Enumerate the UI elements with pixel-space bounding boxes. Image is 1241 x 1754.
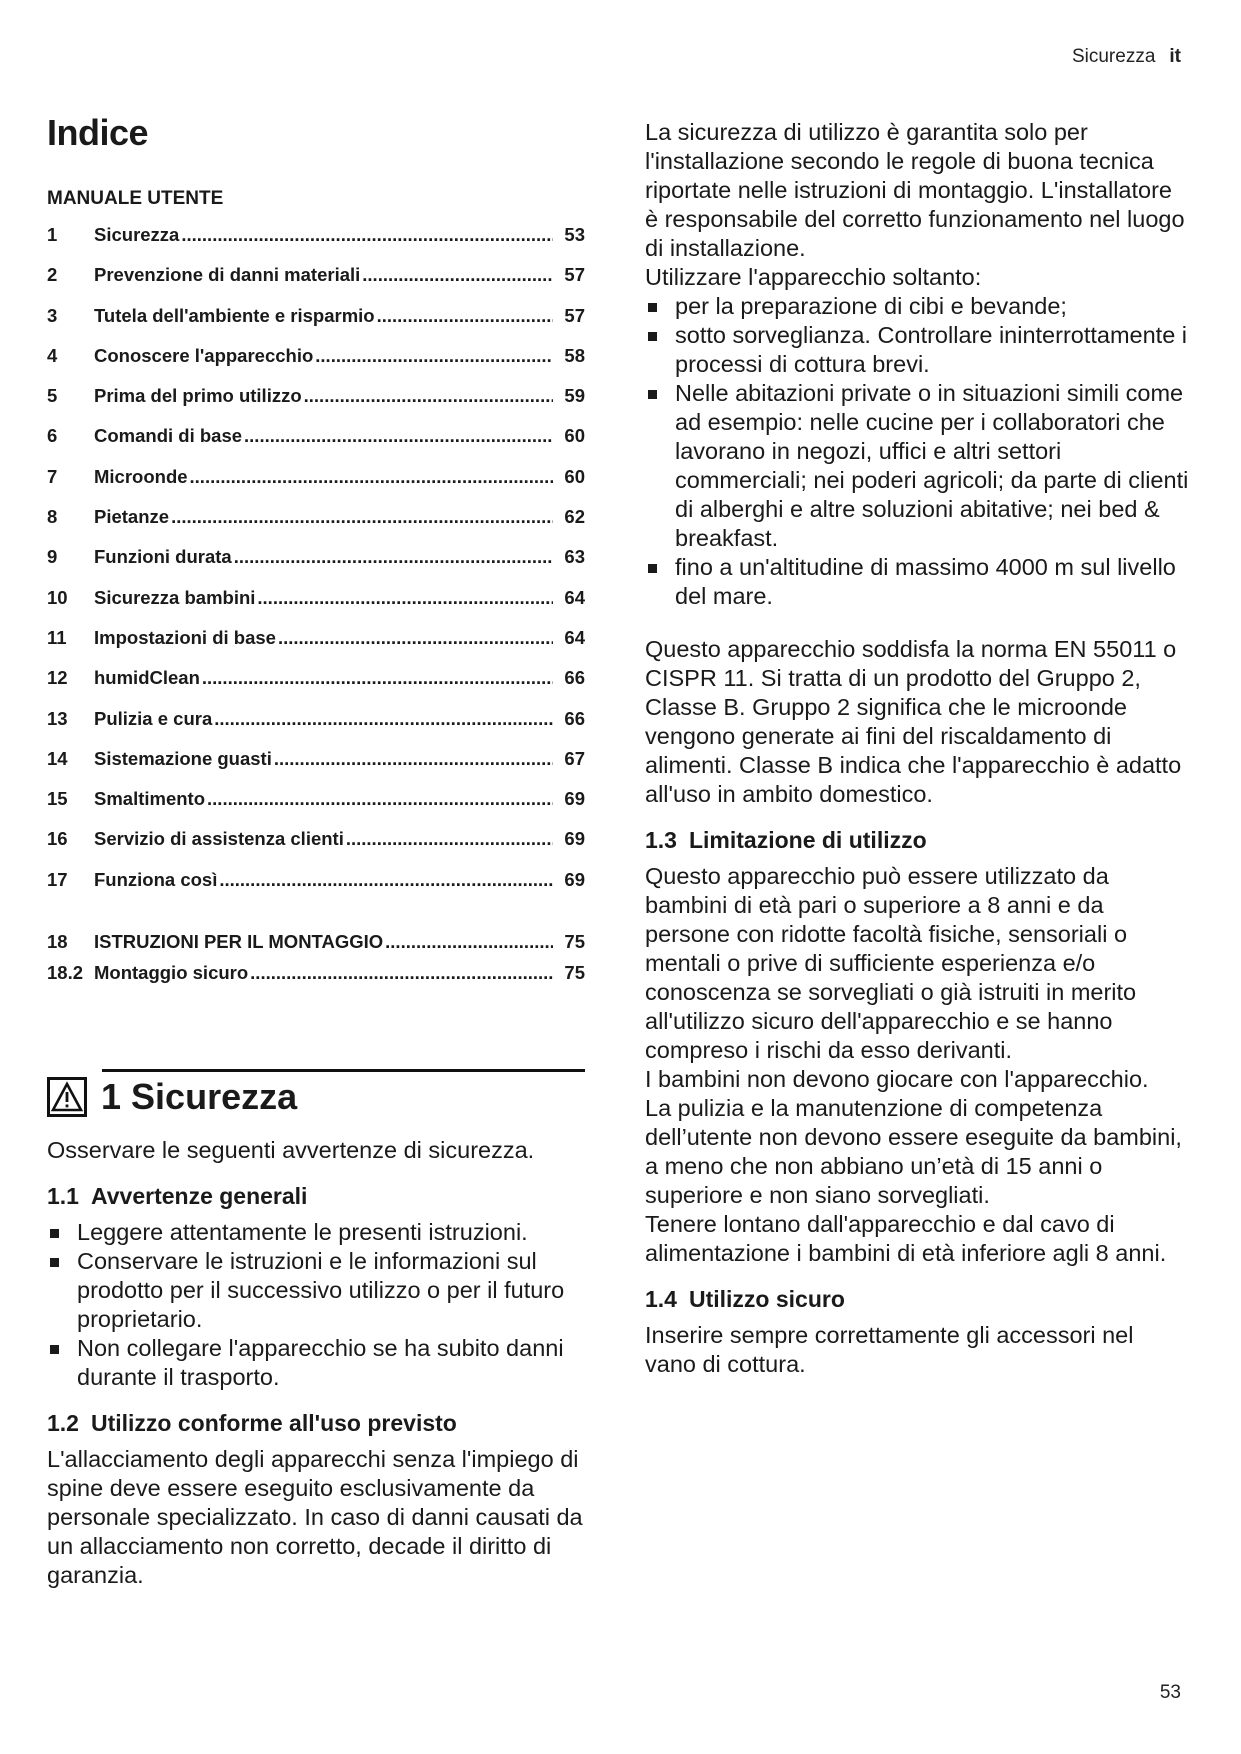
toc-entry-number: 1 (47, 224, 58, 245)
toc-entry[interactable] (47, 667, 585, 707)
toc-entry[interactable] (47, 962, 585, 993)
toc-entry-title: Comandi di base (94, 425, 243, 447)
toc-entry-title: Sicurezza bambini (94, 586, 256, 608)
toc-entry-number: 17 (47, 868, 68, 890)
paragraph: Questo apparecchio soddisfa la norma EN 55011 o CISPR 11. Si tratta di un prodotto del Gruppo 2, Classe B. Gruppo 2 significa che le microonde vengono generate ai fini del riscaldamento di alimenti. Classe B indica che l'apparecchio è adatto all'uso in ambito domestico. (645, 636, 1182, 807)
subsection-title: Limitazione di utilizzo (688, 827, 927, 853)
toc-entry-title: Microonde (94, 465, 188, 487)
toc-entry-page: 75 (564, 962, 585, 984)
toc-entry[interactable] (47, 466, 585, 506)
toc-entry[interactable] (47, 788, 585, 828)
header-language: it (1169, 46, 1181, 67)
toc-entry-page: 64 (564, 626, 585, 648)
toc-entry[interactable] (47, 224, 585, 264)
subsection-heading (47, 1183, 585, 1210)
toc-entry[interactable] (47, 828, 585, 868)
toc-entry-number: 2 (47, 264, 58, 286)
list-item: Leggere attentamente le presenti istruzioni. (47, 1218, 585, 1247)
paragraph: La sicurezza di utilizzo è garantita solo per l'installazione secondo le regole di buona tecnica riportate nelle istruzioni di montaggio. L'installatore è responsabile del corretto funzionamento nel luogo di installazione. (645, 119, 1185, 261)
toc-leader (202, 667, 553, 689)
toc-entry-title: ISTRUZIONI PER IL MONTAGGIO (94, 931, 384, 953)
toc-entry-number: 9 (47, 546, 58, 568)
table-of-contents (47, 224, 585, 993)
toc-entry-title: Prima del primo utilizzo (94, 385, 302, 407)
subsection-number: 1.4 (645, 1286, 677, 1312)
subsection-heading (47, 1410, 585, 1437)
toc-leader (214, 708, 553, 730)
toc-leader (207, 788, 553, 810)
toc-entry[interactable] (47, 506, 585, 546)
toc-entry[interactable] (47, 546, 585, 586)
toc-entry-page: 57 (564, 304, 585, 326)
toc-entry[interactable] (47, 587, 585, 627)
toc-entry[interactable] (47, 305, 585, 345)
toc-entry-number: 11 (47, 626, 67, 648)
subsection-heading (645, 827, 1190, 854)
toc-entry-title: Sistemazione guasti (94, 747, 272, 769)
index-title: Indice (47, 112, 149, 153)
subsection-title: Utilizzo sicuro (688, 1286, 845, 1312)
subsection-number: 1.3 (645, 827, 677, 853)
running-header (1072, 46, 1181, 68)
warning-icon (47, 1077, 87, 1117)
subsection-number: 1.2 (47, 1410, 79, 1437)
toc-entry-page: 69 (564, 788, 585, 810)
toc-leader (346, 828, 553, 850)
right-column (645, 118, 1190, 1379)
list-item: per la preparazione di cibi e bevande; (645, 292, 1190, 321)
toc-entry[interactable] (47, 869, 585, 909)
toc-entry-title: Servizio di assistenza clienti (94, 828, 344, 850)
toc-entry-title: Sicurezza (94, 224, 180, 245)
section-divider (102, 1069, 585, 1072)
bullet-list (47, 1218, 585, 1392)
toc-entry-number: 18.2 (47, 962, 84, 984)
toc-entry-number: 5 (47, 385, 58, 407)
toc-entry-number: 14 (47, 747, 68, 769)
list-item: sotto sorveglianza. Controllare ininterrottamente i processi di cottura brevi. (645, 321, 1190, 379)
toc-leader (257, 587, 553, 609)
paragraph: I bambini non devono giocare con l'apparecchio. (645, 1066, 1149, 1092)
toc-entry-number: 7 (47, 465, 58, 487)
toc-entry-number: 12 (47, 667, 68, 689)
section-title: Sicurezza (131, 1076, 298, 1118)
toc-entry-title: Montaggio sicuro (94, 962, 249, 984)
section-body-left (47, 1136, 585, 1590)
toc-leader (250, 962, 553, 984)
toc-entry-title: Funzioni durata (94, 546, 232, 568)
toc-entry-number: 8 (47, 506, 58, 528)
toc-entry-number: 10 (47, 586, 68, 608)
list-item: Non collegare l'apparecchio se ha subito danni durante il trasporto. (47, 1334, 585, 1392)
toc-leader (190, 466, 553, 488)
toc-entry-page: 69 (564, 828, 585, 850)
toc-entry-number: 6 (47, 425, 58, 447)
toc-entry-page: 60 (564, 465, 585, 487)
toc-entry-number: 3 (47, 304, 58, 326)
toc-leader (315, 345, 553, 367)
toc-entry-page: 75 (564, 931, 585, 953)
toc-entry-title: Smaltimento (94, 788, 206, 810)
toc-entry-page: 66 (564, 667, 585, 689)
toc-entry[interactable] (47, 748, 585, 788)
toc-leader (385, 931, 553, 953)
toc-spacer (47, 909, 585, 931)
paragraph: Questo apparecchio può essere utilizzato da bambini di età pari o superiore a 8 anni e da persone con ridotte facoltà fisiche, sensoriali o mentali o prive di sufficiente esperienza e/o conoscenza se sorvegliati o già istruiti in merito all'utilizzo sicuro dell'apparecchio e se hanno compreso i rischi da esso derivanti. (645, 863, 1137, 1063)
toc-entry[interactable] (47, 264, 585, 304)
subsection-title: Utilizzo conforme all'uso previsto (90, 1410, 457, 1437)
paragraph: Utilizzare l'apparecchio soltanto: (645, 264, 982, 290)
toc-entry-number: 13 (47, 707, 68, 729)
toc-entry-number: 18 (47, 931, 68, 953)
paragraph: Tenere lontano dall'apparecchio e dal cavo di alimentazione i bambini di età inferiore agli 8 anni. (645, 1211, 1167, 1266)
toc-entry-page: 66 (564, 707, 585, 729)
toc-entry-page: 62 (564, 506, 585, 528)
toc-entry-page: 59 (564, 385, 585, 407)
toc-entry-page: 63 (564, 546, 585, 568)
toc-leader (244, 425, 553, 447)
list-item: fino a un'altitudine di massimo 4000 m sul livello del mare. (645, 553, 1190, 611)
toc-group-title: MANUALE UTENTE (47, 188, 224, 209)
toc-leader (171, 506, 553, 528)
toc-entry-title: Conoscere l'apparecchio (94, 344, 314, 366)
paragraph: L'allacciamento degli apparecchi senza l'impiego di spine deve essere eseguito esclusivamente da personale specializzato. In caso di danni causati da un allacciamento non corretto, decade il diritto di garanzia. (47, 1446, 583, 1589)
paragraph: La pulizia e la manutenzione di competenza dell’utente non devono essere eseguite da bambini, a meno che non abbiano un’età di 15 anni o superiore e non siano sorvegliati. (645, 1095, 1182, 1208)
subsection-title: Avvertenze generali (90, 1183, 308, 1210)
section-number: 1 (101, 1076, 122, 1118)
toc-entry-title: Pietanze (94, 506, 170, 528)
toc-entry[interactable] (47, 708, 585, 748)
header-section: Sicurezza (1071, 46, 1156, 67)
list-item: Nelle abitazioni private o in situazioni simili come ad esempio: nelle cucine per i collaboratori che lavorano in negozi, uffici e altri settori commerciali; nei poderi agricoli; da parte di clienti di alberghi e altre soluzioni abitative; nei bed & breakfast. (645, 379, 1190, 553)
list-item: Conservare le istruzioni e le informazioni sul prodotto per il successivo utilizzo o per il futuro proprietario. (47, 1247, 585, 1334)
toc-entry-title: Pulizia e cura (94, 707, 213, 729)
toc-entry-number: 4 (47, 344, 58, 366)
toc-entry-page: 57 (564, 264, 585, 286)
page-number: 53 (1159, 1682, 1181, 1703)
toc-leader (274, 748, 553, 770)
toc-entry[interactable] (47, 425, 585, 465)
toc-leader (234, 546, 553, 568)
toc-entry-title: humidClean (94, 667, 200, 689)
toc-entry[interactable] (47, 931, 585, 962)
toc-entry-title: Prevenzione di danni materiali (94, 264, 361, 286)
toc-entry-page: 53 (564, 224, 585, 245)
bullet-list (645, 292, 1190, 611)
paragraph: Inserire sempre correttamente gli accessori nel vano di cottura. (645, 1322, 1134, 1377)
subsection-heading (645, 1286, 1190, 1313)
toc-entry[interactable] (47, 385, 585, 425)
toc-entry[interactable] (47, 345, 585, 385)
toc-entry[interactable] (47, 627, 585, 667)
toc-entry-page: 64 (564, 586, 585, 608)
toc-entry-page: 58 (564, 344, 585, 366)
toc-leader (377, 305, 553, 327)
left-column (47, 100, 585, 1590)
toc-entry-title: Tutela dell'ambiente e risparmio (94, 304, 375, 326)
toc-leader (278, 627, 553, 649)
toc-leader (219, 869, 553, 891)
toc-entry-page: 60 (564, 425, 585, 447)
subsection-number: 1.1 (47, 1183, 79, 1210)
section-intro: Osservare le seguenti avvertenze di sicurezza. (47, 1137, 535, 1164)
toc-entry-title: Impostazioni di base (94, 626, 276, 648)
toc-entry-page: 67 (564, 747, 585, 769)
toc-leader (362, 264, 553, 286)
toc-leader (181, 224, 553, 246)
section-heading (47, 1076, 585, 1118)
toc-entry-number: 16 (47, 828, 68, 850)
toc-entry-title: Funziona così (94, 868, 218, 890)
toc-entry-page: 69 (564, 868, 585, 890)
toc-entry-number: 15 (47, 788, 68, 810)
toc-leader (304, 385, 553, 407)
